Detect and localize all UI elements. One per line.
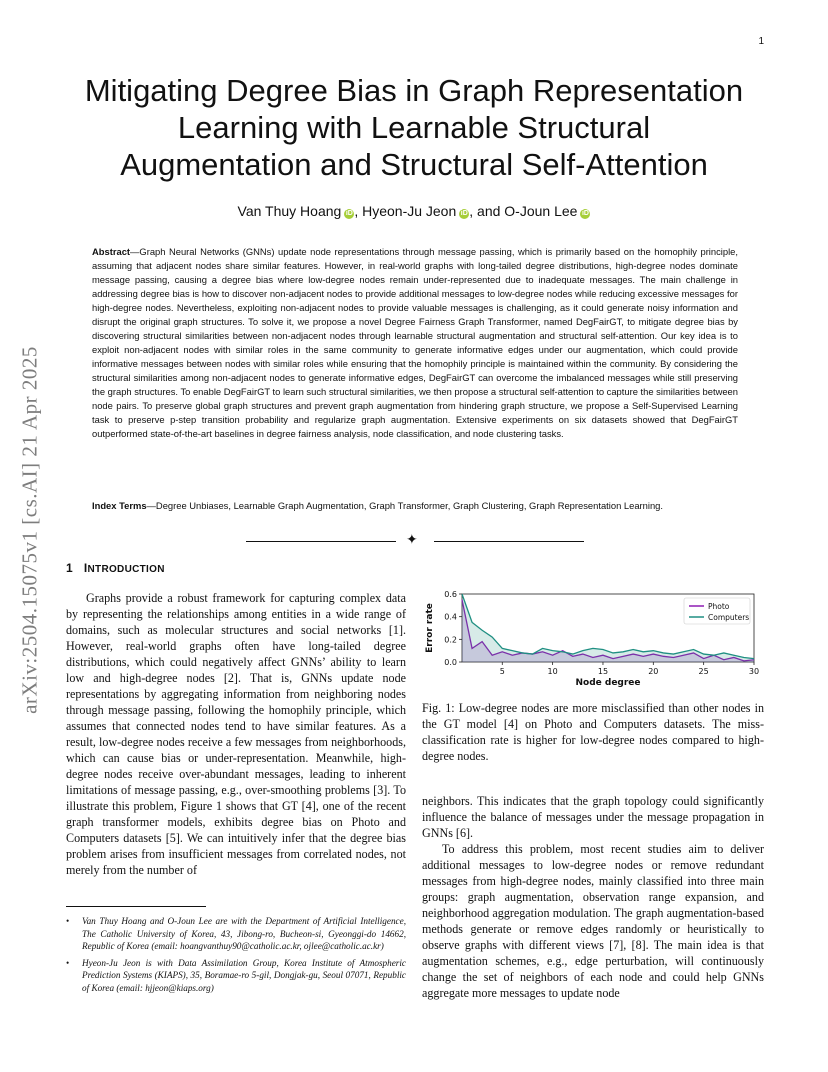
paragraph: Graphs provide a robust framework for capturing complex data by representing the relationships among entities in a wide range of domains, such as molecular structures and social networks [1]. However, real-world graphs often have long-tailed degree distributions, which could negatively affect GNNs’ ability to learn low and high-degree nodes [2]. That is, GNNs update node representations by aggregating information from neighboring nodes through message passing, following the homophily principle, which assumes that connected nodes tend to have similar features. As a result, low-degree nodes receive a few messages from neighborhoods, which can cause bias or under-representation. Meanwhile, high-degree nodes receive over-abundant messages, leading to inherent limitations of message passing, e.g., over-smoothing problems [3]. To illustrate this problem, Figure 1 shows that GT [4], one of the recent graph transformer models, exhibits degree bias on Photo and Computers datasets [5]. We can intuitively infer that the degree bias problem arises from insufficient messages from correlated nodes, not merely from the number of	[66, 591, 406, 877]
title-line: Augmentation and Structural Self-Attention	[120, 147, 708, 182]
index-terms-text: —Degree Unbiases, Learnable Graph Augmentation, Graph Transformer, Graph Clustering, Graph Representation Learning.	[146, 500, 663, 511]
x-tick-label: 15	[597, 667, 609, 676]
footnote-rule	[66, 906, 206, 907]
author-name: Hyeon-Ju Jeon	[362, 203, 457, 219]
section-heading	[66, 561, 165, 575]
author-list	[60, 203, 768, 219]
chart-svg	[420, 586, 760, 696]
intro-right-column	[422, 793, 764, 1001]
paper-title	[60, 72, 768, 183]
paragraph: neighbors. This indicates that the graph topology could significantly influence the balance of messages under the message propagation in GNNs [6].	[422, 794, 764, 840]
section-title-initial: I	[83, 561, 88, 575]
author-separator: ,	[469, 203, 478, 219]
author-name: and O-Joun Lee	[477, 203, 578, 219]
x-tick-label: 30	[748, 667, 760, 676]
y-tick-label: 0.4	[444, 612, 457, 622]
title-line: Learning with Learnable Structural	[177, 110, 651, 145]
arxiv-identifier	[4, 290, 56, 770]
author-separator: ,	[354, 203, 363, 219]
index-terms	[92, 499, 738, 513]
legend-label: Photo	[708, 602, 730, 611]
footnote-text: Van Thuy Hoang and O-Joun Lee are with the Department of Artificial Intelligence, The Catholic University of Korea, 43, Jibong-ro, Bucheon-si, Gyeonggi-do 14662, Republic of Korea (email: hoangvanthuy90@catholic.ac.kr, ojlee@catholic.ac.kr)	[82, 916, 406, 951]
section-title-rest: NTRODUCTION	[87, 564, 165, 575]
legend-label: Computers	[708, 613, 750, 622]
y-tick-label: 0.6	[444, 590, 457, 599]
page-number: 1	[758, 36, 764, 47]
section-number: 1	[66, 561, 73, 575]
abstract-text: —Graph Neural Networks (GNNs) update node representations through message passing, which is primarily based on the homophily principle, assuming that adjacent nodes share similar features. However, in real-world graphs with long-tailed degree distributions, high-degree nodes dominate message passing, causing a degree bias where low-degree nodes remain under-represented due to inadequate messages. The main challenge in addressing degree bias is how to discover non-adjacent nodes to provide additional messages to low-degree nodes while reducing excessive messages for high-degree nodes. Nevertheless, exploiting non-adjacent nodes to provide valuable messages is challenging, as it could generate noisy information and disrupt the original graph structures. To solve it, we propose a novel Degree Fairness Graph Transformer, named DegFairGT, to mitigate degree bias by discovering structural similarities between non-adjacent nodes through learnable structural augmentation and structural self-attention. Our key idea is to exploit non-adjacent nodes with similar roles in the same community to generate informative edges under our augmentation, which could provide informative messages between nodes with similar roles while ensuring that the homophily principle is maintained within the community. By considering the structural similarities among non-adjacent nodes to generate informative edges, DegFairGT can overcome the imbalanced messages while still preserving the graph structures. To enable DegFairGT to learn such structural similarities, we then propose a structural self-attention to capture the similarities between node pairs. To preserve global graph structures and prevent graph augmentation from hindering graph structure, we propose a Self-Supervised Learning task to preserve p-step transition probability and regularize graph augmentation. Extensive experiments on six datasets showed that DegFairGT outperformed state-of-the-art baselines in degree fairness analysis, node classification, and node clustering tasks.	[92, 246, 738, 439]
orcid-icon[interactable]: iD	[345, 210, 353, 217]
x-tick-label: 20	[648, 667, 659, 676]
x-tick-label: 5	[499, 667, 505, 676]
orcid-icon[interactable]: iD	[581, 210, 589, 217]
title-line: Mitigating Degree Bias in Graph Representation	[84, 73, 744, 108]
divider-diamond-icon: ✦	[406, 533, 418, 548]
orcid-icon[interactable]: iD	[460, 210, 468, 217]
paragraph: To address this problem, most recent studies aim to deliver additional messages to low-degree nodes or remove redundant messages from high-degree nodes, mainly classified into three main groups: graph augmentation, observation range expansion, and neighborhood aggregation modulation. The graph augmentation-based methods generate or remove edges randomly or heuristically to observe graphs with different views [7], [8]. The main idea is that augmentation schemes, e.g., edge perturbation, will continuously change the set of neighbors of each node and could help GNNs aggregate more messages to update node	[422, 842, 764, 1000]
index-terms-label: Index Terms	[92, 500, 147, 511]
footnote: • Hyeon-Ju Jeon is with Data Assimilation Group, Korea Institute of Atmospheric Prediction Systems (KIAPS), 35, Boramae-ro 5-gil, Dongjak-gu, Seoul 07071, Republic of Korea (email: hjjeon@kiaps.org)	[66, 957, 406, 993]
x-tick-label: 10	[547, 667, 558, 676]
x-axis-label: Node degree	[575, 678, 641, 688]
figure-1-chart	[420, 586, 760, 696]
y-tick-label: 0.2	[444, 635, 457, 645]
footnote-text: Hyeon-Ju Jeon is with Data Assimilation Group, Korea Institute of Atmospheric Prediction Systems (KIAPS), 35, Boramae-ro 5-gil, Dongjak-gu, Seoul 07071, Republic of Korea (email: hjjeon@kiaps.org)	[82, 957, 406, 993]
x-tick-label: 25	[698, 667, 709, 676]
intro-left-column	[66, 590, 406, 878]
abstract-label: Abstract	[92, 246, 131, 257]
y-axis-label: Error rate	[425, 603, 435, 653]
footnote: • Van Thuy Hoang and O-Joun Lee are with the Department of Artificial Intelligence, The Catholic University of Korea, 43, Jibong-ro, Bucheon-si, Gyeonggi-do 14662, Republic of Korea (email: hoangvanthuy90@catholic.ac.kr, ojlee@catholic.ac.kr)	[66, 916, 406, 951]
y-tick-label: 0.0	[444, 658, 457, 667]
footnotes	[66, 915, 406, 998]
arxiv-identifier-text: arXiv:2504.15075v1 [cs.AI] 21 Apr 2025	[17, 346, 42, 714]
abstract	[92, 245, 738, 441]
figure-caption: Fig. 1: Low-degree nodes are more misclassified than other nodes in the GT model [4] on Photo and Computers datasets. The miss-classification rate is higher for low-degree nodes compared to high-degree nodes.	[422, 701, 764, 763]
author-name: Van Thuy Hoang	[237, 203, 342, 219]
section-divider	[246, 535, 584, 549]
